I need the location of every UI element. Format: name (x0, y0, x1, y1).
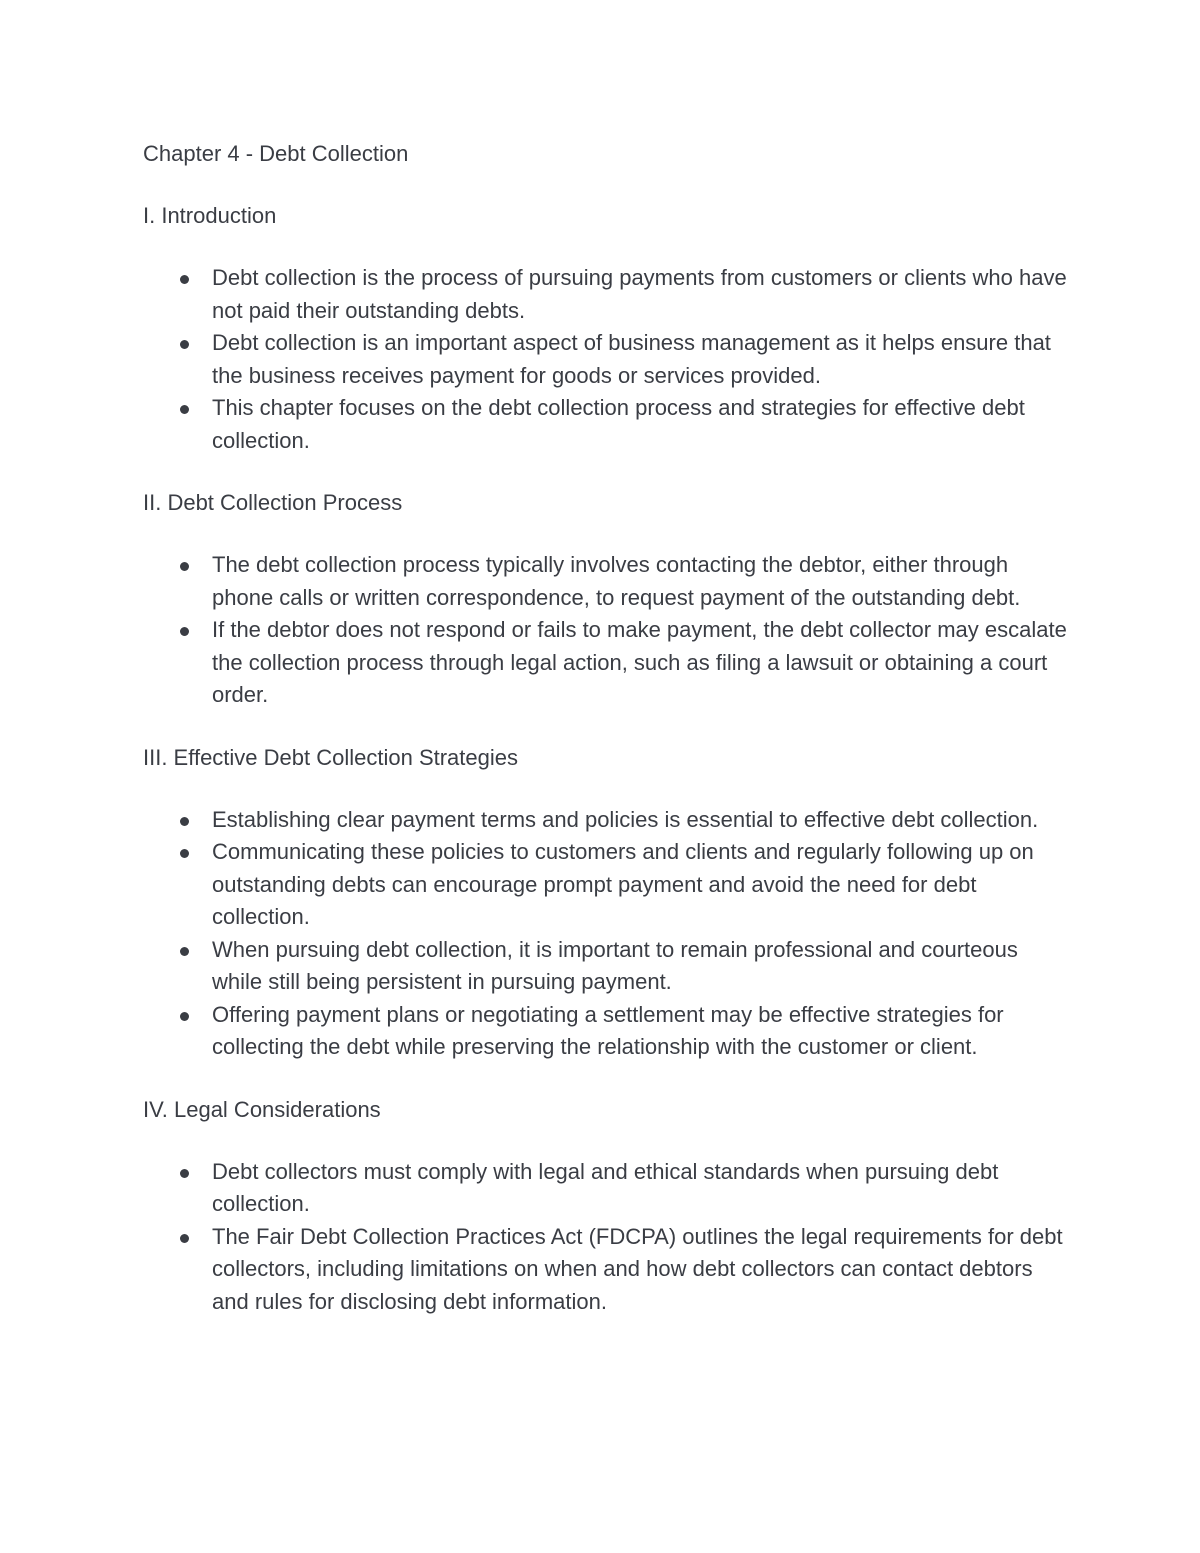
list-item-text: The debt collection process typically involves contacting the debtor, either through phone calls or written correspondence, to request payment of the outstanding debt. (212, 552, 1021, 610)
list-item (143, 804, 1073, 837)
section-heading-strategies: III. Effective Debt Collection Strategies (143, 744, 518, 770)
list-item (143, 1156, 1073, 1221)
section-heading-debt-collection-process: II. Debt Collection Process (143, 490, 403, 515)
list-item-text: Debt collection is the process of pursuing payments from customers or clients who have not paid their outstanding debts. (212, 265, 1067, 323)
bullet-dot-icon (180, 1234, 189, 1243)
legal-bullet-list (143, 1156, 1073, 1319)
bullet-dot-icon (180, 627, 189, 636)
bullet-dot-icon (180, 817, 189, 826)
list-item (143, 549, 1073, 614)
introduction-bullet-list (143, 262, 1073, 457)
bullet-dot-icon (180, 405, 189, 414)
list-item (143, 999, 1073, 1064)
section-heading-introduction: I. Introduction (143, 203, 277, 228)
list-item (143, 392, 1073, 457)
bullet-dot-icon (180, 1012, 189, 1021)
list-item-text: This chapter focuses on the debt collection process and strategies for effective debt collection. (212, 395, 1025, 453)
list-item-text: When pursuing debt collection, it is important to remain professional and courteous while still being persistent in pursuing payment. (212, 936, 1018, 994)
document-page (143, 138, 1073, 1348)
bullet-dot-icon (180, 562, 189, 571)
document-title: Chapter 4 - Debt Collection (143, 141, 409, 166)
bullet-dot-icon (180, 947, 189, 956)
list-item (143, 327, 1073, 392)
list-item (143, 836, 1073, 934)
process-bullet-list (143, 549, 1073, 712)
list-item (143, 1221, 1073, 1319)
list-item-text: The Fair Debt Collection Practices Act (FDCPA) outlines the legal requirements for debt collectors, including limitations on when and how debt collectors can contact debtors and rules for disclosing debt information. (212, 1223, 1063, 1314)
list-item (143, 262, 1073, 327)
list-item (143, 934, 1073, 999)
strategies-bullet-list (143, 804, 1073, 1064)
list-item-text: Debt collectors must comply with legal and ethical standards when pursuing debt collection. (212, 1158, 999, 1216)
list-item-text: Debt collection is an important aspect of business management as it helps ensure that the business receives payment for goods or services provided. (212, 330, 1051, 388)
bullet-dot-icon (180, 849, 189, 858)
list-item-text: Offering payment plans or negotiating a settlement may be effective strategies for collecting the debt while preserving the relationship with the customer or client. (212, 1001, 1004, 1059)
bullet-dot-icon (180, 340, 189, 349)
list-item-text: If the debtor does not respond or fails to make payment, the debt collector may escalate the collection process through legal action, such as filing a lawsuit or obtaining a court order. (212, 617, 1067, 707)
list-item (143, 614, 1073, 712)
section-heading-legal-considerations: IV. Legal Considerations (143, 1096, 381, 1122)
bullet-dot-icon (180, 275, 189, 284)
bullet-dot-icon (180, 1169, 189, 1178)
list-item-text: Establishing clear payment terms and policies is essential to effective debt collection. (212, 806, 1039, 832)
list-item-text: Communicating these policies to customers and clients and regularly following up on outstanding debts can encourage prompt payment and avoid the need for debt collection. (212, 839, 1034, 929)
